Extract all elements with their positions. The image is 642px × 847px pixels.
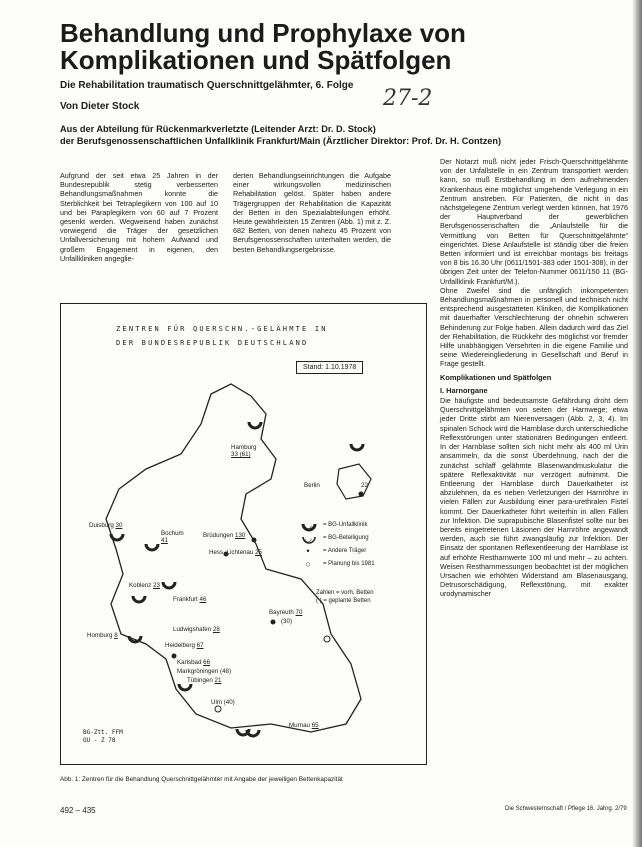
other-carrier-dots (172, 492, 364, 659)
city-label-markgroeningen: Markgröningen (48) (177, 668, 232, 675)
map-heading-line-1: ZENTREN FÜR QUERSCHN.-GELÄHMTE IN (116, 325, 328, 333)
bed-note-line-2: ( ) = geplante Betten (316, 598, 371, 604)
legend-item: ◡ = BG-Beteiligung (304, 533, 369, 543)
handwritten-note: 27-2 (383, 86, 433, 111)
city-label-karlsbad: Karlsbad 66 (177, 659, 211, 666)
affiliation-line-1: Aus der Abteilung für Rückenmarkverletzte (Leitender Arzt: Dr. D. Stock) (60, 124, 376, 134)
legend-item: ○ = Planung bis 1981 (305, 559, 375, 569)
map-date-box: Stand: 1.10.1978 (296, 361, 363, 374)
city-label-bayreuth: Bayreuth 70 (269, 609, 303, 616)
paragraph: Aufgrund der seit etwa 25 Jahren in der Bundesrepublik stetig verbesserten Behandlungsmaßnahmen konnte die Sterblichkeit bei Tetraplegikern von 100 auf 10 und bei Paraplegikern von 60 auf 7 Prozent gesenkt werden. Wegweisend haben zunächst vorwiegend die Träger der gesetzlichen Unfallversicherung mit hohem Aufwand und großem Engagement in eigenen, den Unfallkliniken angeglie- (60, 171, 218, 263)
city-label-bochum: Bochum 41 (161, 530, 184, 544)
city-label-koblenz: Koblenz 23 (129, 582, 160, 589)
city-label-bruedungen: Brüdungen 130 (203, 532, 246, 539)
paragraph: derten Behandlungseinrichtungen die Aufgabe einer wirkungsvollen medizinischen Rehabilitation gelöst. Später haben andere Trägergruppen der Rehabilitation die Kapazität der Betten in den Spezialabteilungen erhöht. Heute gewährleisten 15 Zentren (Abb. 1) mit z. Z. 682 Betten, von denen nahezu 45 Prozent von Berufsgenossenschaften unterhalten werden, die besten Behandlungsergebnisse. (233, 171, 391, 254)
map-heading-line-2: DER BUNDESREPUBLIK DEUTSCHLAND (116, 339, 309, 347)
center-symbols (111, 422, 363, 736)
city-label-duisburg: Duisburg 30 (89, 522, 123, 529)
city-label-frankfurt: Frankfurt 46 (173, 596, 207, 603)
city-label-tuebingen: Tübingen 21 (187, 677, 222, 684)
journal-footer: Die Schwesternschaft / Pflege 16. Jahrg. 2/79 (505, 806, 627, 812)
map-source-line-2: OU - Z 78 (83, 737, 116, 744)
text-column-2 (233, 171, 391, 254)
bed-count-note (316, 589, 374, 605)
paragraph: Ohne Zweifel sind die unfänglich inkompetenten Behandlungsmaßnahmen in personell und technisch nicht entsprechend ausgestatteten Kliniken, die Komplikationen mit dauerhafter Verschlechterung der ohnehin schweren Behinderung zur Folge haben. Allein dadurch wird das Ziel der Rehabilitation, die Rückkehr des möglichst vor fremder Hilfe unabhängigen Versehrten in die eigene Familie und seine Wiedereingliederung in Gesellschaft und Beruf in Frage gestellt. (440, 285, 628, 369)
city-label-murnau: Murnau 65 (289, 722, 319, 729)
figure-caption: Abb. 1: Zentren für die Behandlung Querschnittgelähmter mit Angabe der jeweiligen Bettenkapazität (60, 776, 343, 783)
affiliation (60, 123, 620, 147)
text-column-3 (440, 157, 628, 599)
legend-item: • = Andere Träger (306, 546, 367, 556)
city-beds-berlin: 22 (361, 482, 368, 489)
map-legend (297, 519, 375, 571)
scan-edge-shadow (632, 0, 642, 847)
city-label-hamburg: Hamburg 33 (61) (231, 444, 257, 458)
affiliation-line-2: der Berufsgenossenschaftlichen Unfallklinik Frankfurt/Main (Ärztlicher Direktor: Prof. Dr. H. Contzen) (60, 136, 502, 146)
paragraph: Der Notarzt muß nicht jeder Frisch-Querschnittgelähmte von der Unfallstelle in ein Zentrum transportiert werden kann, so muß Erstbehandlung in dem aufnehmenden Krankenhaus eine möglichst umgehende Verlegung in ein Zentrum anstreben. Für Patienten, die nicht in das nächstgelegene Zentrum verlegt werden können, hat 1976 der Hauptverband der gewerblichen Berufsgenossenschaften die „Anlaufstelle für die Vermittlung von Betten für Querschnittgelähmte“ eingerichtet. Diese Anlaufstelle ist ständig über die freien Betten informiert und ist erreichbar montags bis freitags von 8 bis 16.30 Uhr (0611/1501-383 oder 1501-308), in der übrigen Zeit unter der Telefon-Nummer 0611/150 11 (BG-Unfallklinik Frankfurt/M.). (440, 157, 628, 286)
map-source (83, 729, 123, 745)
map-source-line-1: BG-Ztt. FFM (83, 729, 123, 736)
city-label-heidelberg: Heidelberg 67 (165, 642, 204, 649)
article-subtitle: Die Rehabilitation traumatisch Querschnittgelähmter, 6. Folge (60, 80, 354, 91)
paragraph: Die häufigste und bedeutsamste Gefährdung droht dem Querschnittgelähmten von seiten der Harnwege; etwa jeder Dritte stirbt am Nierenversagen (Abb. 2, 3, 4). Im spinalen Schock wird die Harnblase durch unterschiedliche Reflexstörungen unter stationären Bedingungen entleert. In der Harnblase sollten sich nicht mehr als 400 ml Urin ansammeln, da die sonst Überdehnung, nach der die zunächst schlaff gelähmte Blasenwandmuskulatur die spätere Reflexaktivität nur verzögert aufnimmt. Die Entleerung der Harnblase durch Dauerkatheter ist abzulehnen, da es neben Verletzungen der Harnröhre in vielen Fällen zur Ausbildung einer para-urethralen Fistel kommt. Der Dauerkatheter führt weiterhin in allen Fällen zur Infektion. Die suprapubische Blasenfistel sollte nur bei bereits eingetretenen Läsionen der Harnröhre angewandt werden, auch sie führt zwangsläufig zur Infektion. Der Einsatz der spontanen Reflexentleerung der Harnblase ist auf erhöhte Restharnwerte 100 ml und mehr – zu achten. Weisen Restharnmessungen beobachtet ist der möglichen Ursachen wie erhöhten Widerstand am Blasenausgang, Detrusorschädigung, Reflexstörung, mit exakter urodynamischer (440, 396, 628, 599)
subsection-heading: I. Harnorgane (440, 385, 488, 395)
section-heading: Komplikationen und Spätfolgen (440, 372, 552, 382)
city-label-hess-lichtenau: Hess. Lichtenau 25 (209, 549, 262, 556)
city-label-homburg: Homburg 8 (87, 632, 118, 639)
city-label-ludwigshafen: Ludwigshafen 28 (173, 626, 220, 633)
map-figure (60, 303, 427, 765)
legend-item: ◡ = BG-Unfallklinik (304, 520, 368, 530)
city-label-ulm: Ulm (40) (211, 699, 235, 706)
page-number: 492 – 435 (60, 806, 96, 815)
city-label-berlin: Berlin (304, 482, 320, 489)
article-title: Behandlung und Prophylaxe von Komplikationen und Spätfolgen (60, 18, 466, 75)
author-line: Von Dieter Stock (60, 101, 140, 112)
bed-note-line-1: Zahlen = vorh. Betten (316, 590, 374, 596)
text-column-1 (60, 171, 218, 263)
city-beds-bayreuth-planned: (30) (281, 618, 293, 625)
